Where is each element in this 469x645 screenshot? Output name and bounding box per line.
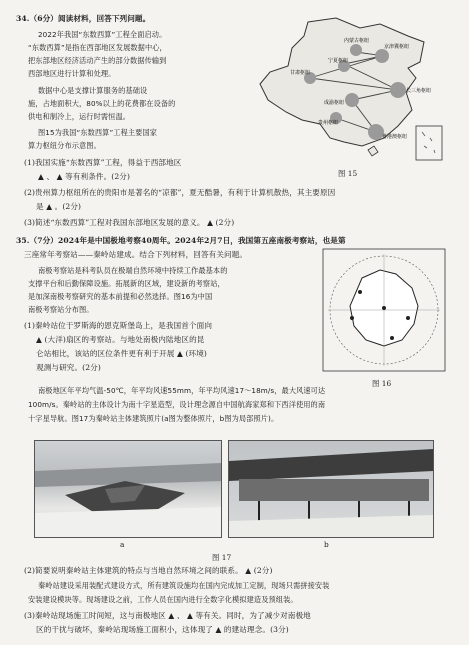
q35-material-line: 支撑平台和后勤保障设施。拓展新的区域，建设新的考察站， bbox=[28, 279, 225, 288]
q34-sub2-line: 是 ▲ 。(2分) bbox=[36, 202, 82, 211]
map-label: 成渝枢纽 bbox=[324, 100, 345, 106]
map-label: 甘肃枢纽 bbox=[290, 70, 311, 76]
q34-sub1-line: ▲ 、 ▲ 等有利条件。(2分) bbox=[38, 172, 131, 181]
figure-17-caption: 图 17 bbox=[212, 553, 232, 562]
figure-17-photo-a bbox=[34, 440, 222, 538]
q35-para3-line: 安装建设模块等。现场建设之前，工作人员在国内进行全数字化模拟建造及预组装。 bbox=[28, 595, 298, 604]
q34-sub3-line: (3)简述“东数西算”工程对我国东部地区发展的意义。 ▲ (2分) bbox=[24, 218, 235, 227]
q34-material-line: 数据中心是支撑计算服务的基础设 bbox=[38, 86, 148, 95]
figure-15-caption: 图 15 bbox=[338, 169, 358, 178]
q35-sub3-line: 区的干扰与破坏，秦岭站现场施工面积小，这体现了 ▲ 的建站理念。(3分) bbox=[36, 625, 289, 634]
q35-sub2-line: (2)简要说明秦岭站主体建筑的特点与当地自然环境之间的联系。 ▲ (2分) bbox=[24, 566, 273, 575]
photo-a-label: a bbox=[120, 540, 125, 549]
q34-material-line: 图15为我国“东数西算”工程主要国家 bbox=[38, 128, 158, 137]
q34-material-line: 供电和制冷上，运行时需恒温。 bbox=[28, 112, 131, 121]
q35-material-line: 南极考察站分布图。 bbox=[28, 305, 94, 314]
q34-sub2-line: (2)贵州算力枢纽所在的贵阳市是著名的“凉都”，夏无酷暑，有利于计算机散热，其主要原因 bbox=[24, 188, 336, 197]
figure-16-antarctica-map bbox=[322, 248, 446, 372]
q35-sub1-line: ▲ (大洋)扇区的考察站。与地处南极内陆地区的昆 bbox=[36, 335, 205, 344]
q35-header: 35.（7分）2024年是中国极地考察40周年。2024年2月7日，我国第五座南极考察站，也是第 bbox=[16, 236, 346, 245]
q34-material-line: 2022年我国“东数西算”工程全面启动。 bbox=[38, 30, 167, 39]
q35-material-line: 南极考察站是科考队员在极端自然环境中持续工作最基本的 bbox=[38, 266, 228, 275]
q35-header: 三座常年考察站——秦岭站建成。结合下列材料，回答有关问题。 bbox=[24, 250, 248, 259]
map-label: 粤港澳枢纽 bbox=[382, 134, 408, 140]
q34-sub1-line: (1)我国实施“东数西算”工程，得益于西部地区 bbox=[24, 158, 182, 167]
q35-material-line: 是加深南极考察研究的基本前提和必然选择。图16为中国 bbox=[28, 292, 213, 301]
figure-15-map bbox=[248, 14, 448, 162]
q34-material-line: 把东部地区经济活动产生的部分数据传输到 bbox=[28, 56, 167, 65]
q35-sub3-line: (3)秦岭站现场施工时间短，这与南极地区 ▲ 、 ▲ 等有关。同时，为了减少对南极地 bbox=[24, 611, 311, 620]
q34-material-line: 施，占地面积大，80%以上的花费都在设备的 bbox=[28, 99, 176, 108]
figure-17-photo-b bbox=[228, 440, 434, 538]
map-label: 长三角枢纽 bbox=[406, 88, 432, 94]
q35-sub1-line: 观测与研究。(2分) bbox=[36, 363, 101, 372]
q35-para3-line: 秦岭站建设采用装配式建设方式，所有建筑设施均在国内完成加工定制，现场只需拼接安装 bbox=[38, 581, 330, 590]
map-label: 贵州枢纽 bbox=[318, 120, 339, 126]
map-label: 宁夏枢纽 bbox=[328, 58, 349, 64]
q35-sub1-line: 仑站相比，该站的区位条件更有利于开展 ▲ (环境) bbox=[36, 349, 207, 358]
q35-para2-line: 100m/s。秦岭站的主体设计为南十字星造型，设计理念源自中国航海家郑和下西洋使用的南 bbox=[28, 400, 326, 409]
q34-header: 34.（6分）阅读材料，回答下列问题。 bbox=[16, 14, 151, 23]
map-label: 内蒙古枢纽 bbox=[344, 38, 370, 44]
q35-para2-line: 南极地区年平均气温-50℃，年平均风速55mm，年平均风速17～18m/s，最大风速可达 bbox=[38, 386, 326, 395]
q35-sub1-line: (1)秦岭站位于罗斯海的恩克斯堡岛上，是我国首个面向 bbox=[24, 321, 213, 330]
figure-16-caption: 图 16 bbox=[372, 379, 392, 388]
map-label: 京津冀枢纽 bbox=[384, 44, 410, 50]
q35-para2-line: 十字星导航。图17为秦岭站主体建筑照片(a图为整体照片，b图为局部照片)。 bbox=[28, 414, 279, 423]
q34-material-line: 西部地区进行计算和处理。 bbox=[28, 69, 116, 78]
q34-material-line: 算力枢纽分布示意图。 bbox=[28, 141, 101, 150]
q34-material-line: “东数西算”是指在西部地区发展数据中心， bbox=[28, 43, 167, 52]
photo-b-label: b bbox=[324, 540, 329, 549]
